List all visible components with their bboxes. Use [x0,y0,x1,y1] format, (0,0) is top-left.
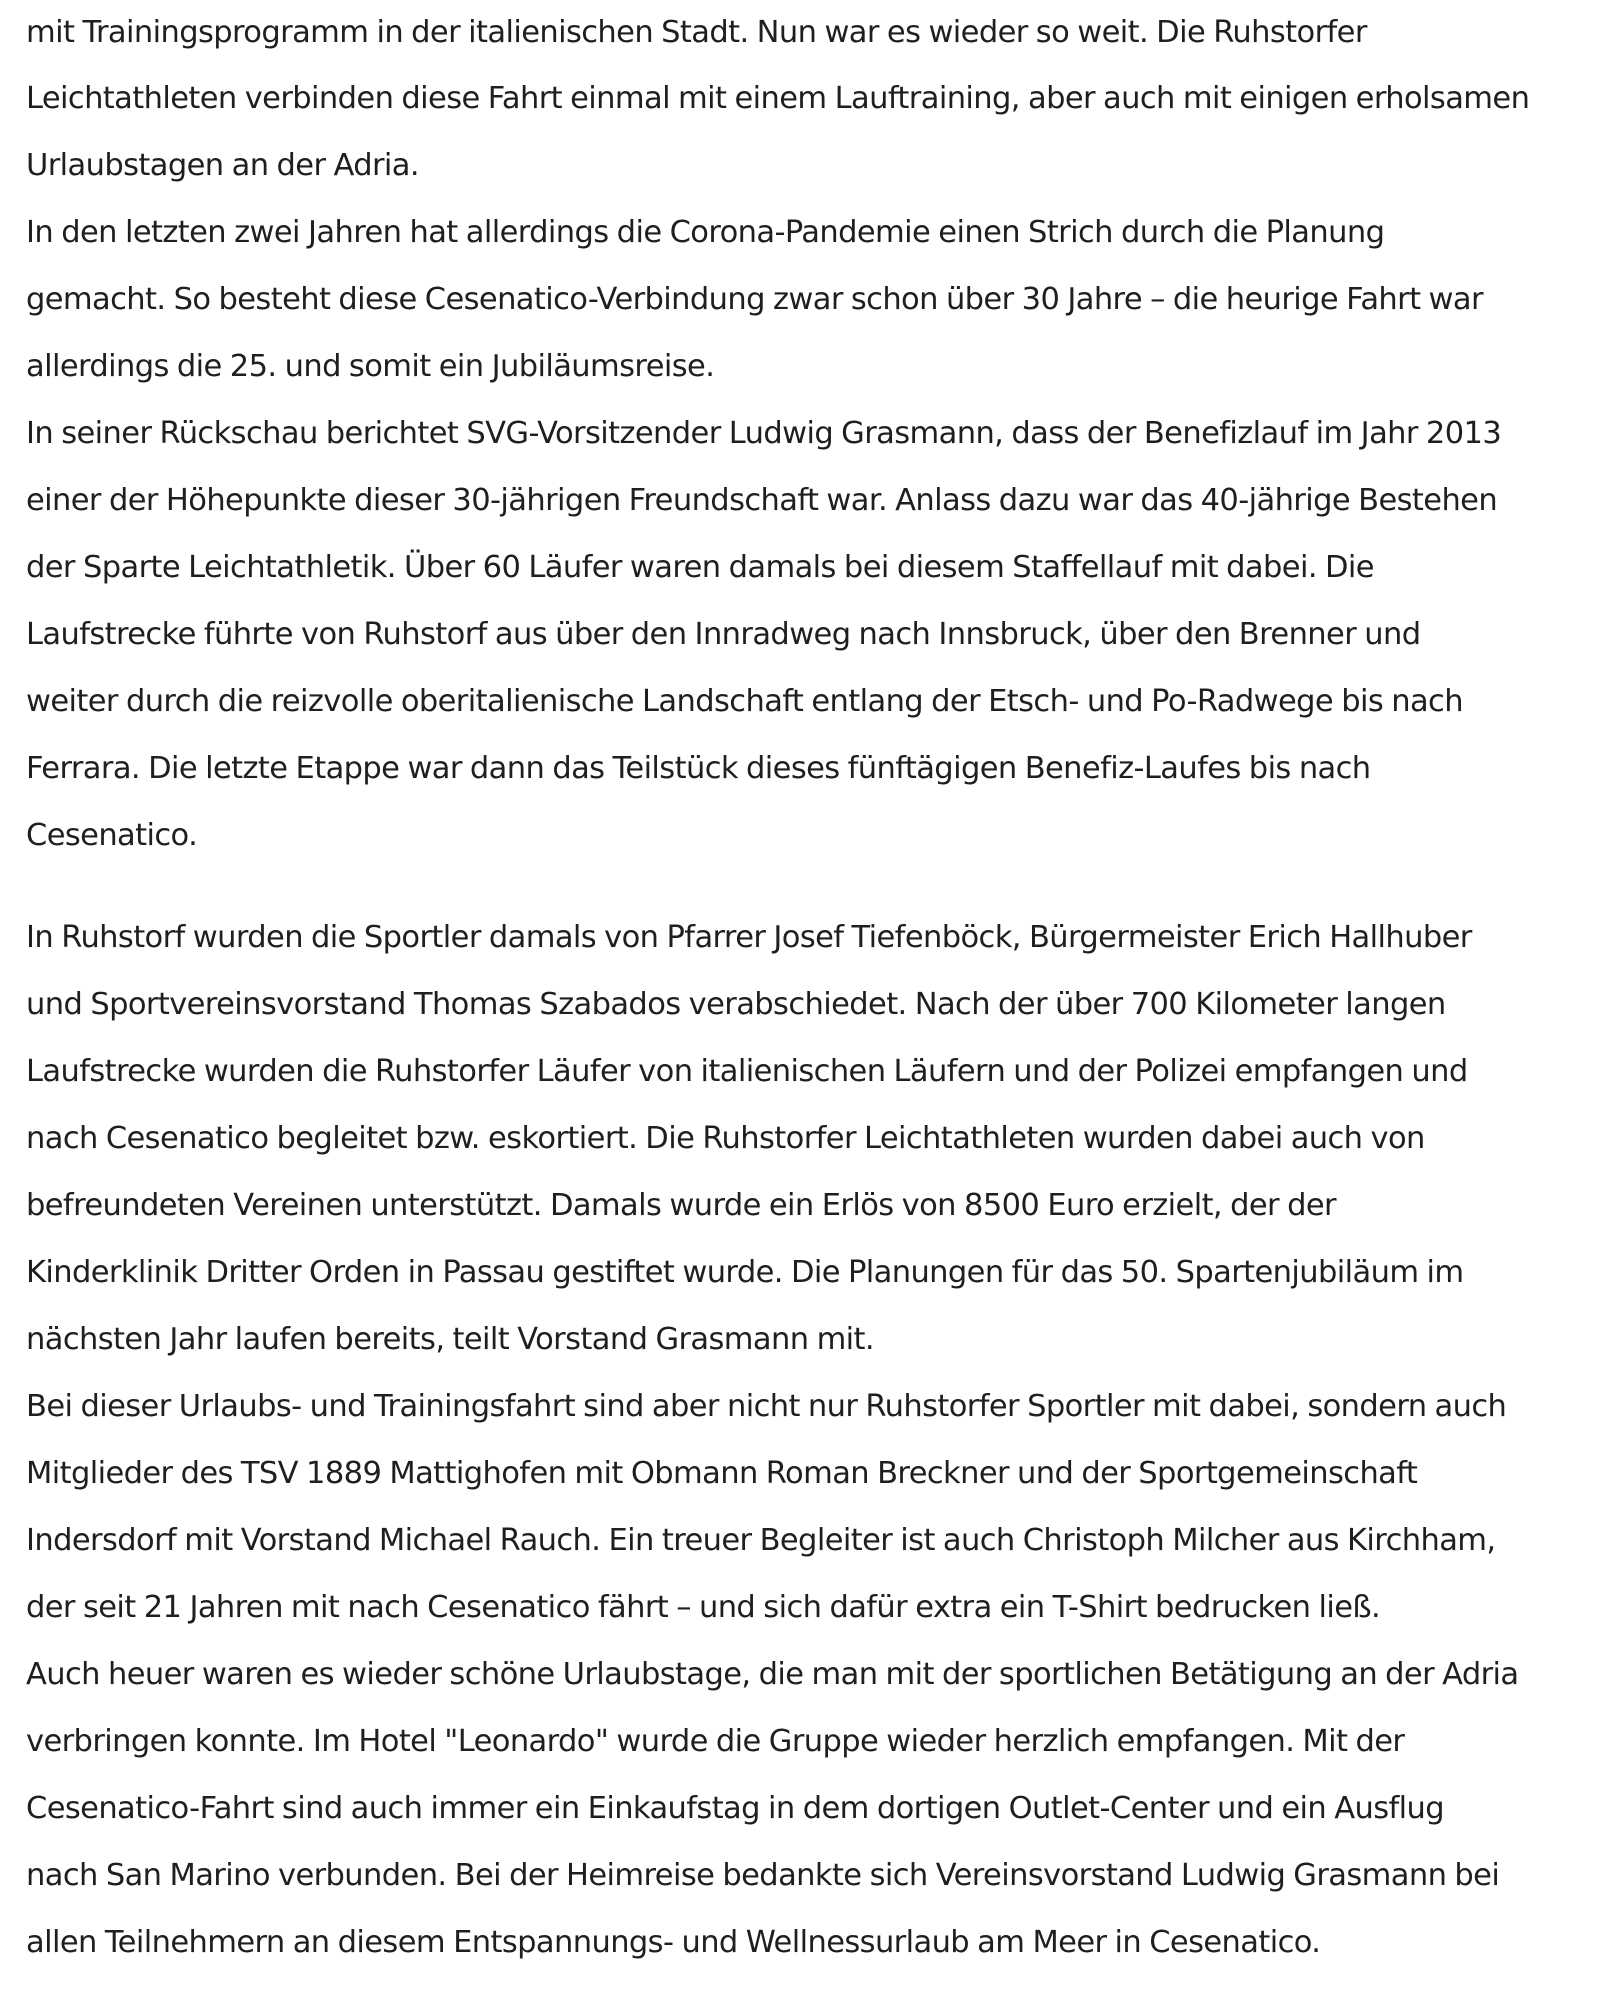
text-line: allen Teilnehmern an diesem Entspannungs- und Wellnessurlaub am Meer in Cesenatico. [26,1925,1321,1960]
text-line: Cesenatico. [26,818,198,853]
text-line: einer der Höhepunkte dieser 30-jährigen Freundschaft war. Anlass dazu war das 40-jährige Bestehen [26,483,1498,518]
text-line: gemacht. So besteht diese Cesenatico-Verbindung zwar schon über 30 Jahre – die heurige Fahrt war [26,282,1483,317]
text-line: befreundeten Vereinen unterstützt. Damals wurde ein Erlös von 8500 Euro erzielt, der der [26,1188,1336,1223]
text-line: In den letzten zwei Jahren hat allerdings die Corona-Pandemie einen Strich durch die Planung [26,215,1385,250]
paragraph-corona [26,199,1596,400]
paragraph-benefizlauf [26,400,1596,869]
text-line: Ferrara. Die letzte Etappe war dann das Teilstück dieses fünftägigen Benefiz-Laufes bis nach [26,751,1371,786]
text-line: Mitglieder des TSV 1889 Mattighofen mit Obmann Roman Breckner und der Sportgemeinschaft [26,1456,1418,1491]
text-line: mit Trainingsprogramm in der italienischen Stadt. Nun war es wieder so weit. Die Ruhstorfer [26,15,1367,50]
text-line: der seit 21 Jahren mit nach Cesenatico fährt – und sich dafür extra ein T-Shirt bedrucken ließ. [26,1590,1381,1625]
paragraph-urlaubstage [26,1641,1596,1976]
text-line: Cesenatico-Fahrt sind auch immer ein Einkaufstag in dem dortigen Outlet-Center und ein Ausflug [26,1791,1444,1826]
text-line: Indersdorf mit Vorstand Michael Rauch. Ein treuer Begleiter ist auch Christoph Milcher aus Kirchham, [26,1523,1496,1558]
paragraph-spacer [26,869,1596,904]
text-line: nach Cesenatico begleitet bzw. eskortiert. Die Ruhstorfer Leichtathleten wurden dabei auch von [26,1121,1425,1156]
paragraph-intro [26,0,1596,199]
text-line: nächsten Jahr laufen bereits, teilt Vorstand Grasmann mit. [26,1322,875,1357]
text-line: und Sportvereinsvorstand Thomas Szabados verabschiedet. Nach der über 700 Kilometer langen [26,987,1446,1022]
text-line: Kinderklinik Dritter Orden in Passau gestiftet wurde. Die Planungen für das 50. Spartenjubiläum im [26,1255,1464,1290]
text-line: Bei dieser Urlaubs- und Trainingsfahrt sind aber nicht nur Ruhstorfer Sportler mit dabei, sondern auch [26,1389,1507,1424]
paragraph-verabschiedung [26,904,1596,1373]
text-line: In seiner Rückschau berichtet SVG-Vorsitzender Ludwig Grasmann, dass der Benefizlauf im Jahr 2013 [26,416,1502,451]
text-line: Leichtathleten verbinden diese Fahrt einmal mit einem Lauftraining, aber auch mit einigen erholsamen [26,81,1530,116]
text-line: allerdings die 25. und somit ein Jubiläumsreise. [26,349,715,384]
text-line: Auch heuer waren es wieder schöne Urlaubstage, die man mit der sportlichen Betätigung an der Adria [26,1657,1519,1692]
text-line: der Sparte Leichtathletik. Über 60 Läufer waren damals bei diesem Staffellauf mit dabei. Die [26,550,1374,585]
text-line: In Ruhstorf wurden die Sportler damals von Pfarrer Josef Tiefenböck, Bürgermeister Erich Hallhuber [26,920,1472,955]
paragraph-teilnehmer [26,1373,1596,1641]
text-line: Laufstrecke führte von Ruhstorf aus über den Innradweg nach Innsbruck, über den Brenner und [26,617,1421,652]
article-body [26,0,1596,1976]
text-line: Urlaubstagen an der Adria. [26,148,419,183]
text-line: Laufstrecke wurden die Ruhstorfer Läufer von italienischen Läufern und der Polizei empfangen und [26,1054,1468,1089]
text-line: verbringen konnte. Im Hotel "Leonardo" wurde die Gruppe wieder herzlich empfangen. Mit der [26,1724,1405,1759]
text-line: nach San Marino verbunden. Bei der Heimreise bedankte sich Vereinsvorstand Ludwig Grasmann bei [26,1858,1500,1893]
text-line: weiter durch die reizvolle oberitalienische Landschaft entlang der Etsch- und Po-Radwege bis nach [26,684,1463,719]
